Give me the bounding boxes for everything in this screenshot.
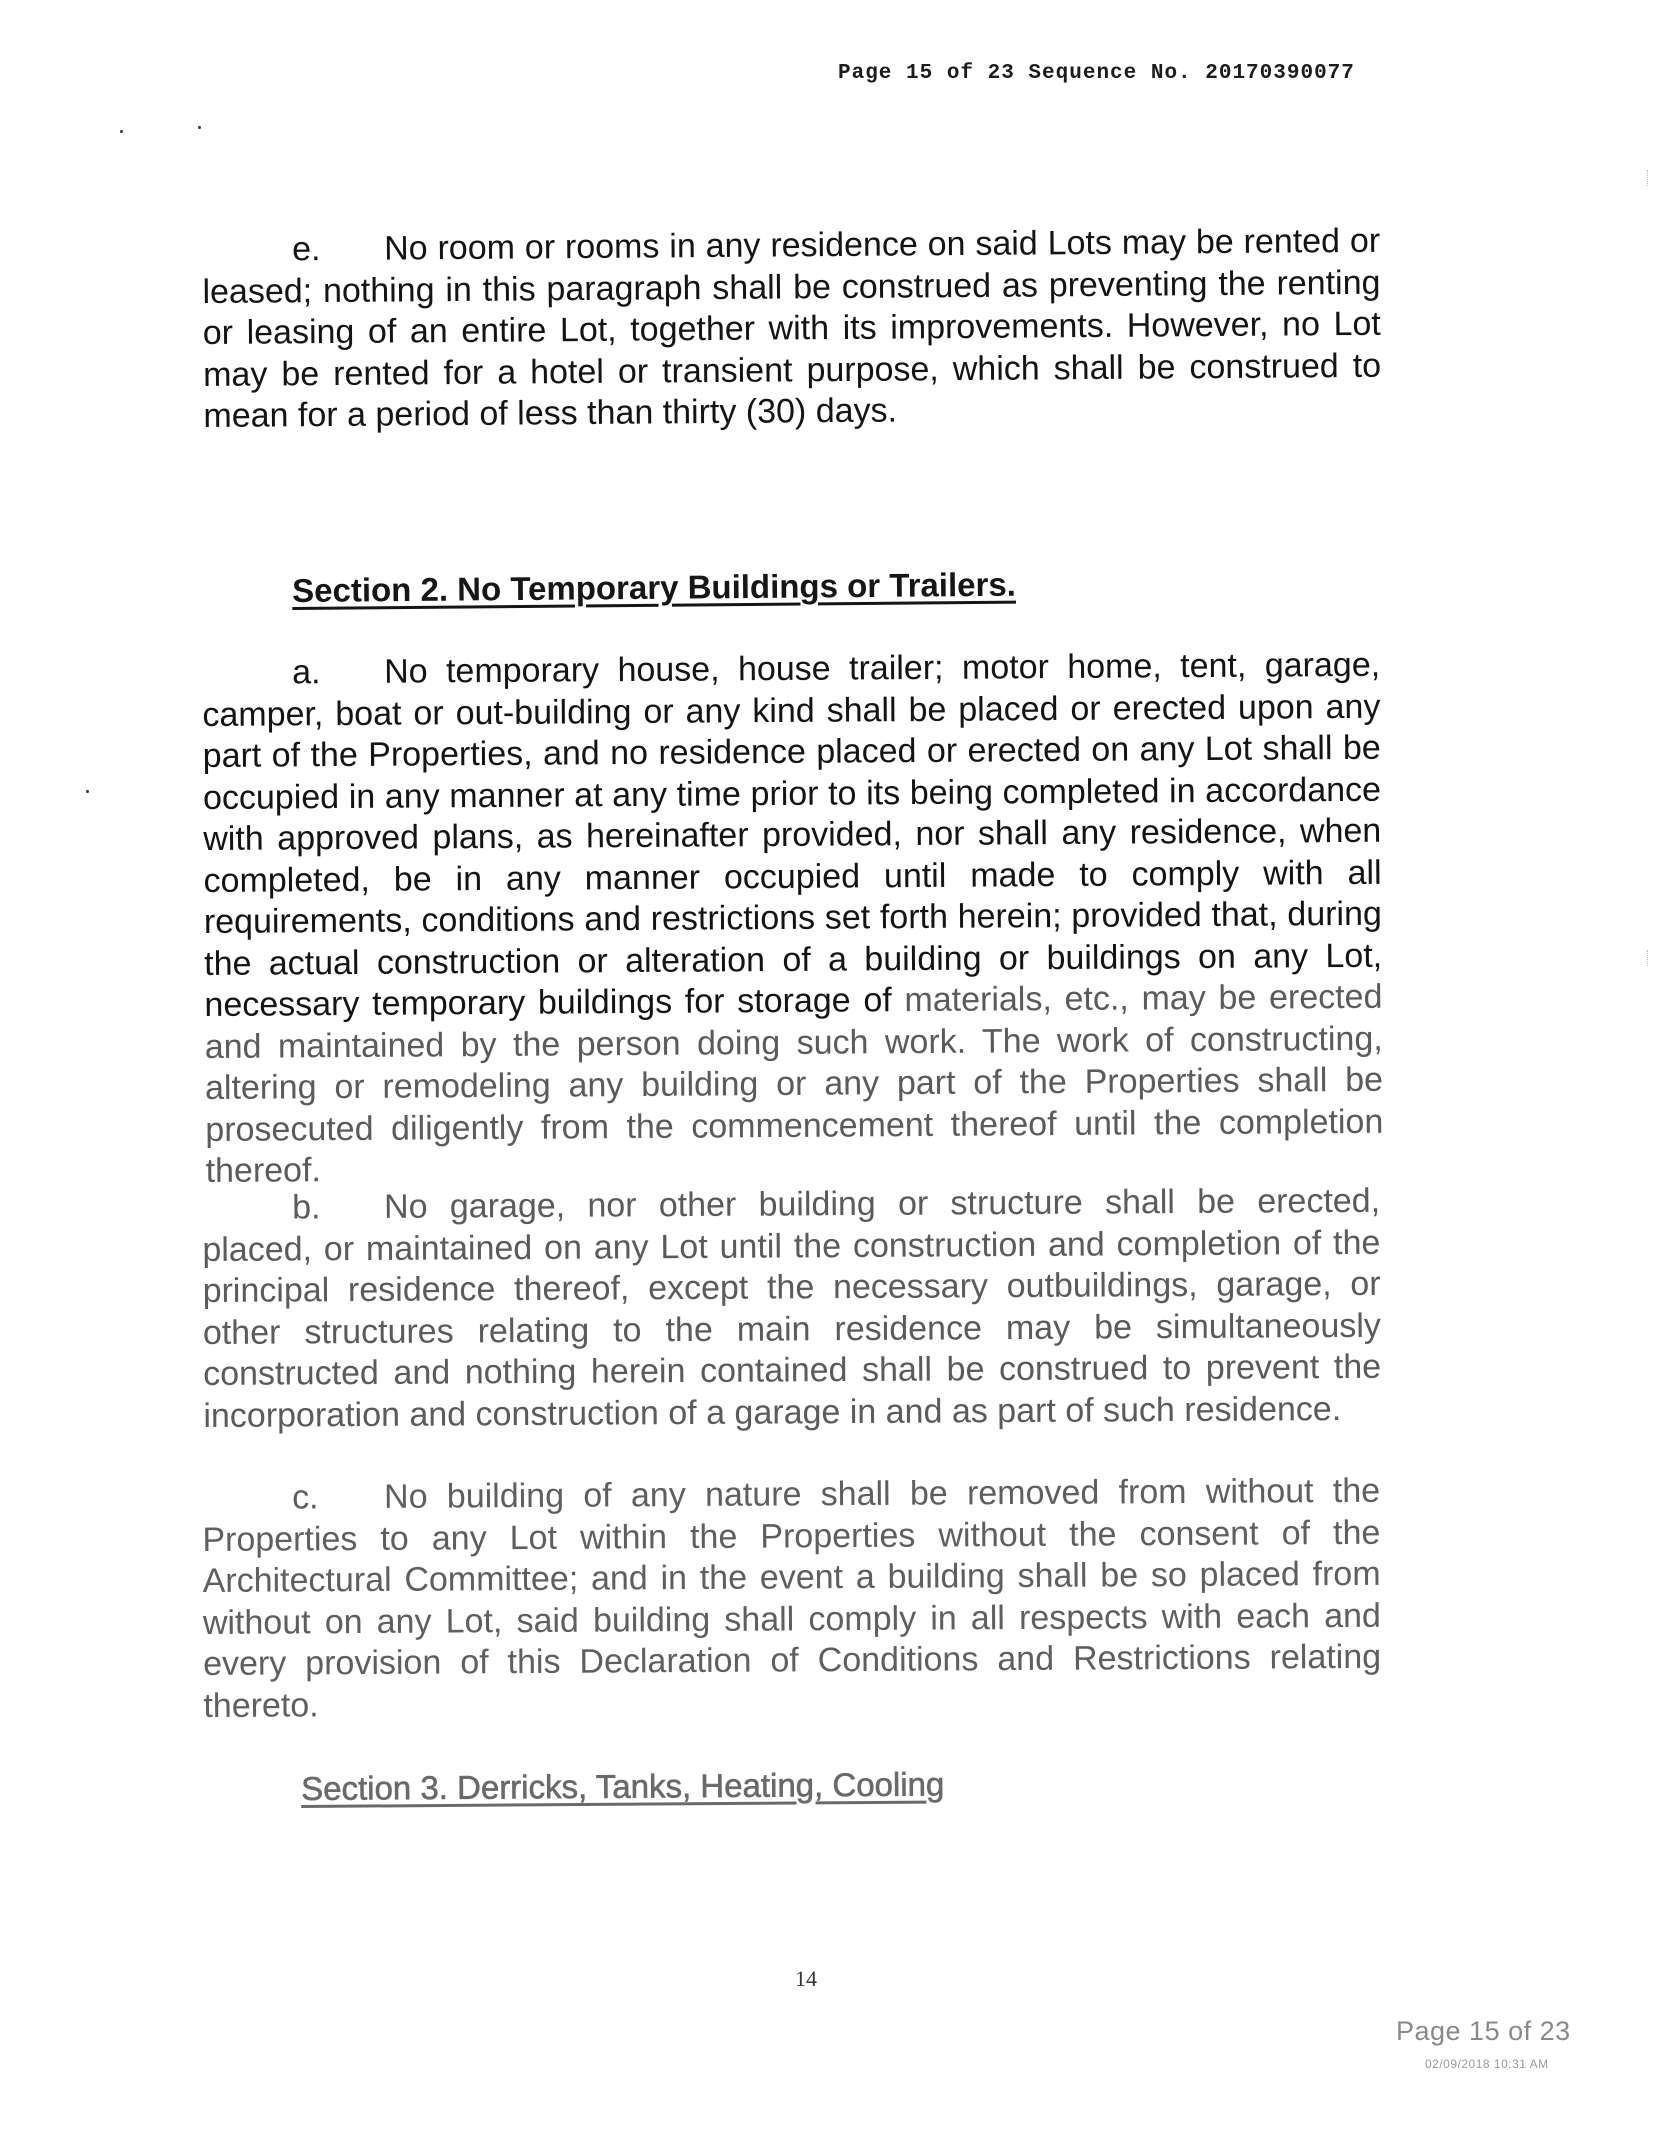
page-number: 14 xyxy=(795,1966,817,1991)
paragraph-e xyxy=(202,221,1382,438)
paragraph-b-label: b. xyxy=(292,1188,321,1227)
paragraph-b-text: No garage, nor other building or structure shall be erected, placed, or maintained on any Lot until the construction and completion of the principal residence thereof, except the necessary outbuildings, garage, or other structures relating to the main residence may be simultaneously constructed and nothing herein contained shall be construed to prevent the incorporation and construction of a garage in and as part of such residence. xyxy=(202,1181,1382,1435)
paragraph-c xyxy=(202,1471,1381,1727)
paragraph-e-label: e. xyxy=(292,230,321,269)
scan-speck xyxy=(120,130,123,133)
scan-speck xyxy=(198,126,201,129)
section-2-heading: Section 2. No Temporary Buildings or Trailers. xyxy=(292,565,1017,609)
paragraph-a-text-faded: materials, etc., may be erected and maintained by the person doing such work. The work of constructing, altering or remodeling any building or any part of the Properties shall be prosecuted diligently from the commencement thereof until the completion thereof. xyxy=(204,977,1384,1190)
paragraph-e-text: No room or rooms in any residence on said Lots may be rented or leased; nothing in this paragraph shall be construed as preventing the renting or leasing of an entire Lot, together with its improvements. However, no Lot may be rented for a hotel or transient purpose, which shall be construed to mean for a period of less than thirty (30) days. xyxy=(202,221,1382,435)
footer-date-stamp: 02/09/2018 10:31 AM xyxy=(1425,2057,1549,2071)
section-3-heading: Section 3. Derricks, Tanks, Heating, Cooling xyxy=(301,1765,945,1807)
footer-page-stamp: Page 15 of 23 xyxy=(1396,2016,1571,2046)
scan-edge-mark xyxy=(1647,950,1650,966)
paragraph-a-label: a. xyxy=(292,653,321,692)
paragraph-c-label: c. xyxy=(292,1478,319,1517)
paragraph-a-text: No temporary house, house trailer; motor home, tent, garage, camper, boat or out-building or any kind shall be placed or erected upon any part of the Properties, and no residence placed or erected on any Lot shall be occupied in any manner at any time prior to its being completed in accordance with approved plans, as hereinafter provided, nor shall any residence, when completed, be in any manner occupied until made to comply with all requirements, conditions and restrictions set forth herein; provided that, during the actual construction or alteration of a building or buildings on any Lot, necessary temporary buildings for storage of xyxy=(202,645,1383,1024)
paragraph-b xyxy=(202,1181,1381,1437)
paragraph-c-text: No building of any nature shall be removed from without the Properties to any Lot within the Properties without the consent of the Architectural Committee; and in the event a building shall be so placed from without on any Lot, said building shall comply in all respects with each and every provision of this Declaration of Conditions and Restrictions relating thereto. xyxy=(202,1471,1382,1725)
paragraph-a xyxy=(202,645,1384,1193)
scan-edge-mark xyxy=(1647,170,1650,186)
recording-page-stamp: Page 15 of 23 Sequence No. 20170390077 xyxy=(838,62,1355,85)
scan-speck xyxy=(86,790,89,793)
